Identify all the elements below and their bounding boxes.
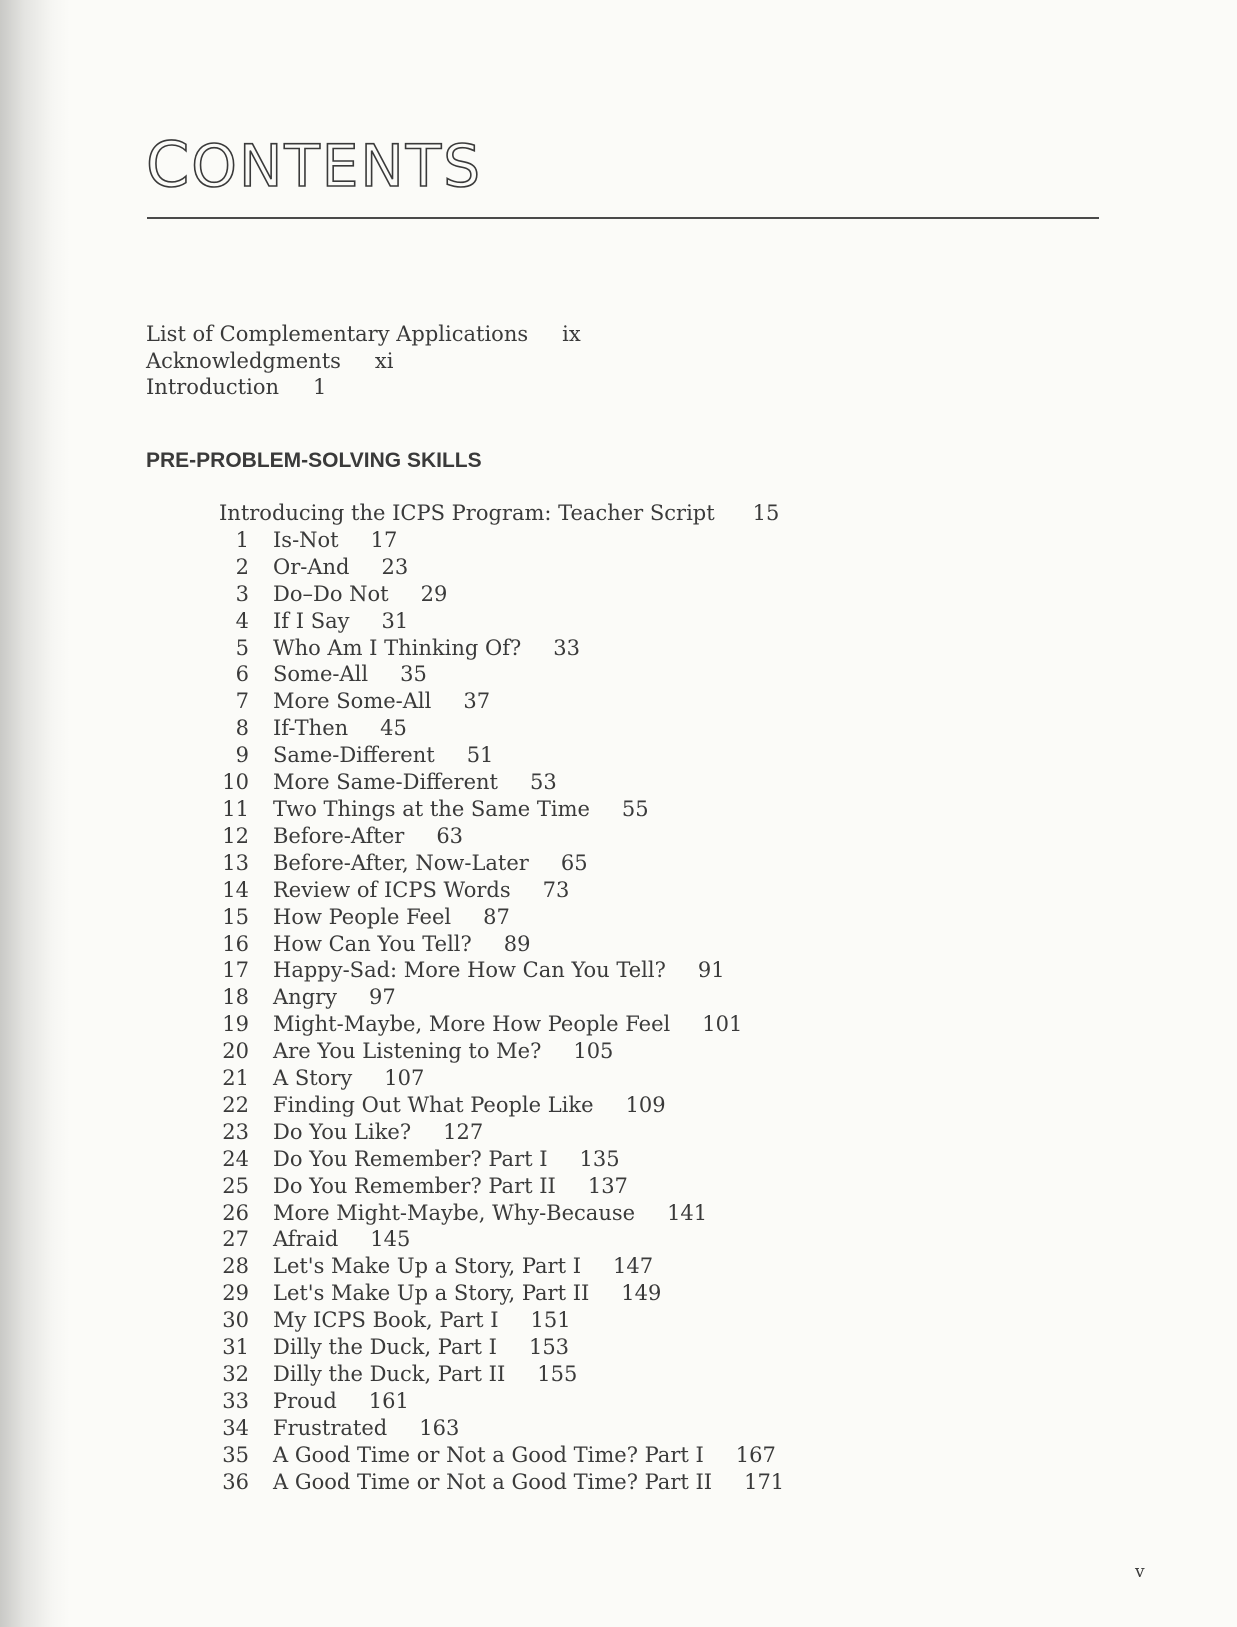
- lesson-page: 107: [384, 1066, 425, 1091]
- lesson-title: A Story: [273, 1066, 353, 1091]
- lesson-entry[interactable]: [219, 1119, 784, 1146]
- lesson-title: Two Things at the Same Time: [273, 796, 590, 821]
- lesson-number: 31: [222, 1335, 249, 1360]
- lesson-title: Do–Do Not: [273, 581, 389, 606]
- lesson-number: 30: [222, 1308, 249, 1333]
- lesson-number: 27: [222, 1227, 249, 1252]
- lesson-entry[interactable]: [219, 796, 784, 823]
- lesson-entry[interactable]: [219, 1200, 784, 1227]
- lesson-title: How People Feel: [273, 904, 452, 929]
- lesson-list: [219, 500, 784, 1496]
- lesson-entry[interactable]: [219, 661, 784, 688]
- lesson-title: Dilly the Duck, Part II: [273, 1362, 506, 1386]
- lesson-entry[interactable]: [219, 715, 784, 742]
- lesson-entry[interactable]: [219, 1442, 784, 1469]
- lesson-number: 34: [222, 1415, 249, 1440]
- lesson-page: 153: [528, 1335, 570, 1360]
- lesson-page: 171: [744, 1469, 785, 1494]
- lesson-entry[interactable]: [219, 877, 784, 904]
- lesson-entry[interactable]: [219, 554, 784, 581]
- lesson-title: Angry: [273, 985, 338, 1010]
- lesson-number: 28: [222, 1254, 249, 1279]
- lesson-title: Afraid: [273, 1227, 339, 1252]
- lesson-entry[interactable]: [219, 1469, 784, 1496]
- lesson-page: 149: [621, 1281, 662, 1306]
- lesson-number: 19: [222, 1012, 249, 1037]
- front-matter-item[interactable]: [146, 321, 581, 348]
- lesson-entry[interactable]: [219, 742, 784, 769]
- lesson-page: 29: [420, 581, 448, 606]
- lesson-title: Let's Make Up a Story, Part I: [273, 1254, 581, 1279]
- lesson-page: 35: [400, 662, 427, 687]
- lesson-number: 15: [222, 904, 249, 929]
- lesson-number: 10: [222, 770, 249, 795]
- lesson-number: 7: [235, 689, 249, 714]
- lesson-title: If-Then: [273, 716, 349, 741]
- lesson-entry[interactable]: [219, 1146, 784, 1173]
- lesson-page: 45: [380, 716, 407, 741]
- lesson-title: Before-After, Now-Later: [273, 850, 529, 875]
- lesson-page: 91: [697, 958, 725, 983]
- lesson-number: 26: [222, 1200, 249, 1225]
- lesson-page: 163: [419, 1415, 460, 1440]
- lesson-page: 141: [667, 1200, 708, 1225]
- lesson-number: 17: [222, 958, 249, 983]
- lesson-entry[interactable]: [219, 823, 784, 850]
- lesson-title: Might-Maybe, More How People Feel: [273, 1012, 671, 1037]
- lesson-number: 35: [222, 1442, 249, 1467]
- lesson-page: 51: [466, 743, 494, 768]
- lesson-title: More Some-All: [273, 689, 432, 714]
- lesson-page: 31: [381, 608, 409, 633]
- title-rest: ONTENTS: [191, 132, 483, 200]
- lesson-number: 13: [222, 850, 249, 875]
- lesson-number: 32: [222, 1362, 249, 1386]
- lesson-entry[interactable]: [219, 1307, 784, 1334]
- lesson-entry[interactable]: [219, 688, 784, 715]
- lesson-entry[interactable]: [219, 1173, 784, 1200]
- lesson-page: 109: [625, 1092, 666, 1117]
- page-binding-shadow: [0, 0, 70, 1627]
- lesson-entry[interactable]: [219, 1226, 784, 1253]
- lesson-title: Some-All: [273, 662, 369, 687]
- lesson-page: 105: [573, 1039, 614, 1064]
- lesson-title: Review of ICPS Words: [273, 877, 511, 902]
- lesson-number: 29: [222, 1281, 249, 1306]
- front-matter-page: ix: [562, 322, 581, 346]
- lesson-number: 4: [235, 608, 249, 633]
- front-matter-list: [146, 321, 581, 401]
- lesson-title: Do You Remember? Part II: [273, 1173, 556, 1198]
- lesson-number: 20: [222, 1039, 249, 1064]
- lesson-entry[interactable]: [219, 1038, 784, 1065]
- front-matter-page: 1: [313, 375, 327, 399]
- lesson-page: 33: [553, 635, 580, 660]
- lesson-entry[interactable]: [219, 1388, 784, 1415]
- lesson-title: Same-Different: [273, 743, 435, 768]
- lesson-page: 87: [483, 904, 510, 929]
- lesson-title: Or-And: [273, 554, 350, 579]
- lesson-number: 1: [235, 527, 249, 552]
- title-rule: [147, 217, 1099, 219]
- lesson-page: 151: [530, 1308, 571, 1333]
- lesson-entry[interactable]: [219, 635, 784, 662]
- lesson-number: 16: [222, 931, 249, 956]
- lesson-page: 53: [529, 770, 557, 795]
- lesson-number: 24: [222, 1146, 249, 1171]
- lesson-entry[interactable]: [219, 1415, 784, 1442]
- lesson-title: My ICPS Book, Part I: [273, 1308, 499, 1333]
- lesson-number: 12: [222, 823, 249, 848]
- front-matter-title: Introduction: [146, 375, 279, 399]
- lesson-number: 21: [222, 1066, 249, 1091]
- teacher-script-title: Introducing the ICPS Program: Teacher Script: [219, 501, 715, 525]
- lesson-page: 63: [436, 823, 464, 848]
- lesson-number: 5: [235, 635, 249, 660]
- lesson-title: Do You Like?: [273, 1119, 412, 1144]
- lesson-title: If I Say: [273, 608, 350, 633]
- lesson-entry[interactable]: [219, 608, 784, 635]
- lesson-page: 127: [443, 1119, 484, 1144]
- lesson-number: 25: [222, 1173, 249, 1198]
- lesson-title: Dilly the Duck, Part I: [273, 1335, 497, 1360]
- lesson-page: 37: [463, 689, 491, 714]
- lesson-entry[interactable]: [219, 1092, 784, 1119]
- page-number: v: [1135, 1562, 1145, 1582]
- lesson-title: Finding Out What People Like: [273, 1092, 594, 1117]
- lesson-entry[interactable]: [219, 581, 784, 608]
- lesson-entry[interactable]: [219, 527, 784, 554]
- lesson-title: A Good Time or Not a Good Time? Part II: [273, 1469, 713, 1494]
- lesson-page: 73: [542, 877, 570, 902]
- lesson-number: 18: [222, 985, 249, 1010]
- lesson-entry[interactable]: [219, 1280, 784, 1307]
- lesson-number: 3: [235, 581, 249, 606]
- lesson-number: 23: [222, 1119, 249, 1144]
- page-title: [146, 128, 483, 201]
- lesson-title: More Same-Different: [273, 770, 498, 795]
- lesson-entry[interactable]: [219, 931, 784, 958]
- lesson-title: Are You Listening to Me?: [273, 1039, 542, 1064]
- front-matter-title: Acknowledgments: [146, 348, 341, 373]
- lesson-entry[interactable]: [219, 957, 784, 984]
- lesson-number: 11: [222, 796, 249, 821]
- lesson-entry[interactable]: [219, 984, 784, 1011]
- lesson-number: 9: [235, 743, 249, 768]
- lesson-title: Happy-Sad: More How Can You Tell?: [273, 958, 666, 983]
- teacher-script-entry[interactable]: [219, 500, 784, 527]
- lesson-page: 145: [370, 1227, 411, 1252]
- lesson-entry[interactable]: [219, 1361, 784, 1388]
- front-matter-title: List of Complementary Applications: [146, 322, 529, 346]
- lesson-page: 167: [735, 1442, 776, 1467]
- lesson-number: 14: [222, 877, 249, 902]
- lesson-title: Who Am I Thinking Of?: [273, 635, 522, 660]
- lesson-page: 155: [537, 1362, 578, 1386]
- lesson-number: 22: [222, 1092, 249, 1117]
- front-matter-page: xi: [374, 348, 394, 373]
- title-initial: C: [146, 128, 192, 201]
- lesson-entry[interactable]: [219, 904, 784, 931]
- lesson-entry[interactable]: [219, 1065, 784, 1092]
- section-heading: PRE-PROBLEM-SOLVING SKILLS: [146, 449, 482, 472]
- lesson-page: 23: [381, 554, 409, 579]
- lesson-title: Let's Make Up a Story, Part II: [273, 1281, 590, 1306]
- lesson-number: 2: [235, 554, 249, 579]
- lesson-title: Frustrated: [273, 1415, 388, 1440]
- lesson-entry[interactable]: [219, 1334, 784, 1361]
- lesson-page: 17: [370, 527, 398, 552]
- lesson-title: Before-After: [273, 823, 405, 848]
- lesson-number: 36: [222, 1469, 249, 1494]
- lesson-page: 101: [702, 1012, 743, 1037]
- lesson-title: Do You Remember? Part I: [273, 1146, 548, 1171]
- lesson-page: 161: [368, 1388, 409, 1413]
- lesson-page: 147: [613, 1254, 654, 1279]
- lesson-number: 33: [222, 1388, 249, 1413]
- lesson-page: 135: [579, 1146, 620, 1171]
- lesson-entry[interactable]: [219, 850, 784, 877]
- lesson-title: More Might-Maybe, Why-Because: [273, 1200, 636, 1225]
- lesson-page: 65: [560, 850, 588, 875]
- front-matter-item[interactable]: [146, 348, 581, 375]
- lesson-title: Proud: [273, 1388, 337, 1413]
- lesson-page: 97: [369, 985, 396, 1010]
- lesson-page: 137: [587, 1173, 628, 1198]
- lesson-title: How Can You Tell?: [273, 931, 472, 956]
- lesson-title: A Good Time or Not a Good Time? Part I: [273, 1442, 704, 1467]
- lesson-entry[interactable]: [219, 1011, 784, 1038]
- lesson-page: 55: [621, 796, 649, 821]
- lesson-page: 89: [503, 931, 531, 956]
- lesson-entry[interactable]: [219, 1253, 784, 1280]
- lesson-number: 8: [235, 716, 249, 741]
- teacher-script-page: 15: [752, 501, 780, 525]
- lesson-title: Is-Not: [273, 527, 339, 552]
- lesson-entry[interactable]: [219, 769, 784, 796]
- lesson-number: 6: [235, 662, 249, 687]
- front-matter-item[interactable]: [146, 374, 581, 401]
